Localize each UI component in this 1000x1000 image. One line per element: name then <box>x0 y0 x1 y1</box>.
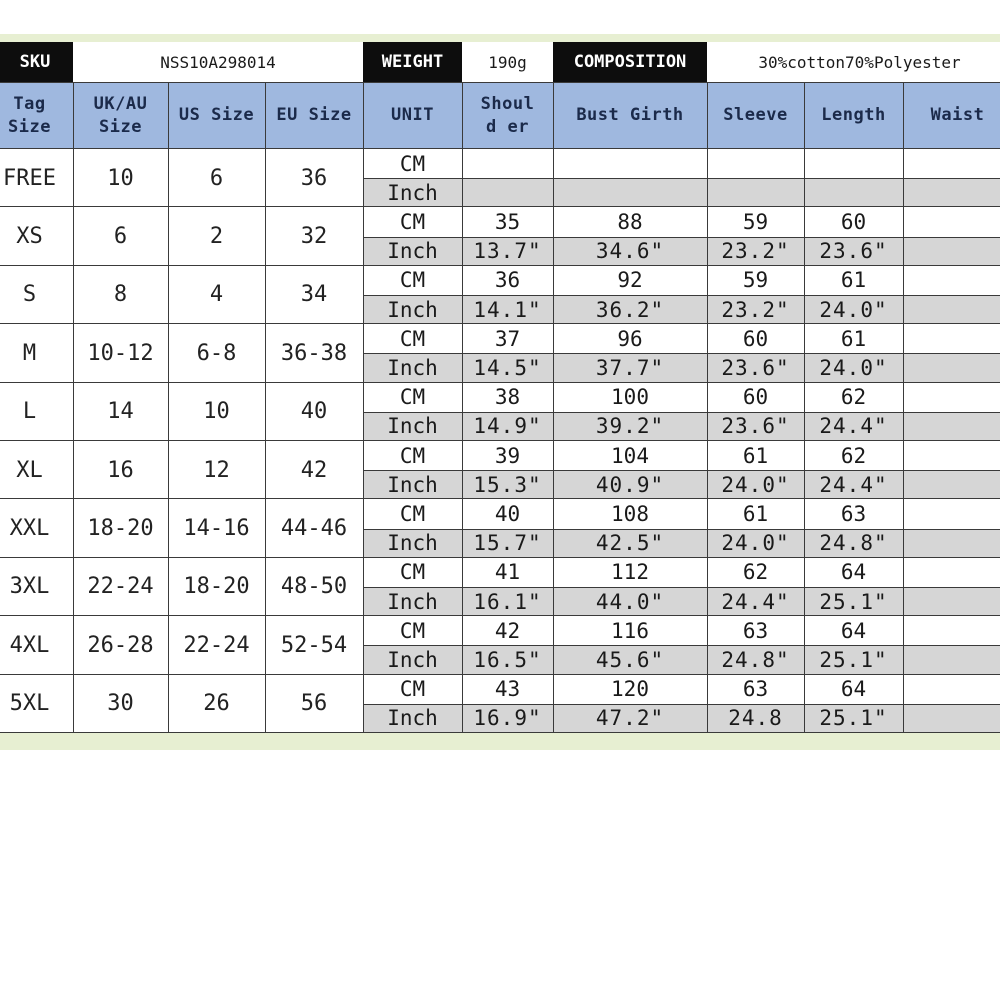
length-cm-cell: 62 <box>804 383 903 412</box>
eu-size-cell: 32 <box>265 207 363 265</box>
length-cm-cell: 62 <box>804 441 903 470</box>
bust-cm-cell: 112 <box>553 558 707 587</box>
row-divider <box>0 206 1000 207</box>
uk-au-size-cell: 26-28 <box>73 616 168 674</box>
shoulder-cm-cell: 38 <box>462 383 553 412</box>
bust-cm-cell: 92 <box>553 266 707 295</box>
sleeve-cm-cell: 61 <box>707 499 804 528</box>
header-sleeve: Sleeve <box>707 83 804 148</box>
unit-divider <box>363 412 1000 413</box>
waist-inch-cell <box>903 178 1000 207</box>
unit-cm-cell: CM <box>363 499 462 528</box>
row-divider <box>0 615 1000 616</box>
tag-size-cell: L <box>0 383 73 441</box>
shoulder-cm-cell: 43 <box>462 675 553 704</box>
us-size-cell: 22-24 <box>168 616 265 674</box>
sleeve-inch-cell: 24.8" <box>707 645 804 674</box>
sleeve-inch-cell: 24.0" <box>707 470 804 499</box>
waist-cm-cell <box>903 675 1000 704</box>
shoulder-inch-cell: 15.7" <box>462 529 553 558</box>
unit-inch-cell: Inch <box>363 470 462 499</box>
row-divider <box>0 440 1000 441</box>
sku-value: NSS10A298014 <box>73 42 363 82</box>
uk-au-size-cell: 6 <box>73 207 168 265</box>
unit-divider <box>363 587 1000 588</box>
bust-cm-cell: 96 <box>553 324 707 353</box>
column-divider <box>168 83 169 733</box>
tag-size-cell: 4XL <box>0 616 73 674</box>
header-ukau: UK/AU Size <box>73 83 168 148</box>
length-inch-cell: 25.1" <box>804 587 903 616</box>
waist-cm-cell <box>903 149 1000 178</box>
shoulder-cm-cell: 36 <box>462 266 553 295</box>
length-cm-cell: 64 <box>804 558 903 587</box>
column-divider <box>462 83 463 733</box>
tag-size-cell: XL <box>0 441 73 499</box>
bust-cm-cell: 104 <box>553 441 707 470</box>
bust-inch-cell: 42.5" <box>553 529 707 558</box>
eu-size-cell: 34 <box>265 266 363 324</box>
column-divider <box>73 83 74 733</box>
sleeve-cm-cell: 63 <box>707 616 804 645</box>
unit-divider <box>363 178 1000 179</box>
bust-cm-cell <box>553 149 707 178</box>
waist-cm-cell <box>903 207 1000 236</box>
unit-inch-cell: Inch <box>363 645 462 674</box>
header-bust: Bust Girth <box>553 83 707 148</box>
sku-label: SKU <box>0 42 73 82</box>
unit-divider <box>363 529 1000 530</box>
header-length: Length <box>804 83 903 148</box>
weight-label: WEIGHT <box>363 42 462 82</box>
sleeve-inch-cell <box>707 178 804 207</box>
unit-cm-cell: CM <box>363 324 462 353</box>
length-cm-cell: 63 <box>804 499 903 528</box>
shoulder-cm-cell: 35 <box>462 207 553 236</box>
unit-cm-cell: CM <box>363 558 462 587</box>
unit-inch-cell: Inch <box>363 237 462 266</box>
unit-cm-cell: CM <box>363 266 462 295</box>
us-size-cell: 18-20 <box>168 558 265 616</box>
composition-value: 30%cotton70%Polyester <box>707 42 1000 82</box>
shoulder-cm-cell <box>462 149 553 178</box>
waist-inch-cell <box>903 645 1000 674</box>
sleeve-cm-cell: 61 <box>707 441 804 470</box>
bust-inch-cell <box>553 178 707 207</box>
eu-size-cell: 56 <box>265 675 363 733</box>
waist-inch-cell <box>903 529 1000 558</box>
unit-inch-cell: Inch <box>363 704 462 733</box>
tag-size-cell: 5XL <box>0 675 73 733</box>
unit-inch-cell: Inch <box>363 412 462 441</box>
column-divider <box>265 83 266 733</box>
us-size-cell: 12 <box>168 441 265 499</box>
waist-inch-cell <box>903 587 1000 616</box>
us-size-cell: 6-8 <box>168 324 265 382</box>
unit-divider <box>363 353 1000 354</box>
unit-divider <box>363 295 1000 296</box>
bust-cm-cell: 108 <box>553 499 707 528</box>
shoulder-cm-cell: 39 <box>462 441 553 470</box>
shoulder-inch-cell: 16.5" <box>462 645 553 674</box>
eu-size-cell: 48-50 <box>265 558 363 616</box>
uk-au-size-cell: 30 <box>73 675 168 733</box>
tag-size-cell: S <box>0 266 73 324</box>
unit-cm-cell: CM <box>363 675 462 704</box>
header-shoulder: Should er <box>462 83 553 148</box>
unit-inch-cell: Inch <box>363 529 462 558</box>
waist-cm-cell <box>903 324 1000 353</box>
waist-cm-cell <box>903 558 1000 587</box>
shoulder-cm-cell: 37 <box>462 324 553 353</box>
length-cm-cell: 64 <box>804 616 903 645</box>
column-divider <box>903 83 904 733</box>
row-divider <box>0 382 1000 383</box>
shoulder-inch-cell: 13.7" <box>462 237 553 266</box>
bust-inch-cell: 45.6" <box>553 645 707 674</box>
row-divider <box>0 732 1000 733</box>
tag-size-cell: M <box>0 324 73 382</box>
eu-size-cell: 44-46 <box>265 499 363 557</box>
uk-au-size-cell: 22-24 <box>73 558 168 616</box>
eu-size-cell: 36-38 <box>265 324 363 382</box>
unit-cm-cell: CM <box>363 441 462 470</box>
us-size-cell: 6 <box>168 149 265 207</box>
sleeve-inch-cell: 23.2" <box>707 295 804 324</box>
header-bottom-line <box>0 148 1000 149</box>
sleeve-inch-cell: 24.8 <box>707 704 804 733</box>
row-divider <box>0 323 1000 324</box>
waist-cm-cell <box>903 499 1000 528</box>
uk-au-size-cell: 10 <box>73 149 168 207</box>
uk-au-size-cell: 8 <box>73 266 168 324</box>
eu-size-cell: 42 <box>265 441 363 499</box>
row-divider <box>0 498 1000 499</box>
shoulder-inch-cell <box>462 178 553 207</box>
length-inch-cell: 24.4" <box>804 470 903 499</box>
row-divider <box>0 674 1000 675</box>
unit-cm-cell: CM <box>363 149 462 178</box>
weight-value: 190g <box>462 42 553 82</box>
shoulder-inch-cell: 14.5" <box>462 353 553 382</box>
eu-size-cell: 40 <box>265 383 363 441</box>
us-size-cell: 4 <box>168 266 265 324</box>
eu-size-cell: 36 <box>265 149 363 207</box>
waist-inch-cell <box>903 470 1000 499</box>
waist-cm-cell <box>903 441 1000 470</box>
sleeve-cm-cell: 62 <box>707 558 804 587</box>
bust-inch-cell: 39.2" <box>553 412 707 441</box>
waist-inch-cell <box>903 295 1000 324</box>
tag-size-cell: FREE <box>0 149 73 207</box>
length-cm-cell <box>804 149 903 178</box>
tag-size-cell: XXL <box>0 499 73 557</box>
sleeve-cm-cell <box>707 149 804 178</box>
bust-cm-cell: 120 <box>553 675 707 704</box>
row-divider <box>0 557 1000 558</box>
unit-cm-cell: CM <box>363 383 462 412</box>
shoulder-cm-cell: 40 <box>462 499 553 528</box>
length-inch-cell: 24.4" <box>804 412 903 441</box>
waist-inch-cell <box>903 237 1000 266</box>
row-divider <box>0 265 1000 266</box>
shoulder-cm-cell: 42 <box>462 616 553 645</box>
sleeve-inch-cell: 23.6" <box>707 412 804 441</box>
bust-cm-cell: 116 <box>553 616 707 645</box>
uk-au-size-cell: 10-12 <box>73 324 168 382</box>
header-tag: Tag Size <box>0 83 73 148</box>
shoulder-inch-cell: 14.9" <box>462 412 553 441</box>
waist-cm-cell <box>903 266 1000 295</box>
shoulder-inch-cell: 14.1" <box>462 295 553 324</box>
length-inch-cell: 25.1" <box>804 704 903 733</box>
sleeve-cm-cell: 60 <box>707 324 804 353</box>
sleeve-cm-cell: 59 <box>707 266 804 295</box>
uk-au-size-cell: 16 <box>73 441 168 499</box>
length-cm-cell: 64 <box>804 675 903 704</box>
unit-divider <box>363 704 1000 705</box>
unit-divider <box>363 470 1000 471</box>
tag-size-cell: XS <box>0 207 73 265</box>
bust-cm-cell: 88 <box>553 207 707 236</box>
length-cm-cell: 61 <box>804 324 903 353</box>
sleeve-cm-cell: 59 <box>707 207 804 236</box>
length-inch-cell: 25.1" <box>804 645 903 674</box>
sleeve-inch-cell: 23.6" <box>707 353 804 382</box>
bust-inch-cell: 47.2" <box>553 704 707 733</box>
unit-divider <box>363 237 1000 238</box>
length-cm-cell: 60 <box>804 207 903 236</box>
bust-inch-cell: 37.7" <box>553 353 707 382</box>
length-inch-cell: 24.8" <box>804 529 903 558</box>
waist-inch-cell <box>903 353 1000 382</box>
shoulder-inch-cell: 16.1" <box>462 587 553 616</box>
us-size-cell: 26 <box>168 675 265 733</box>
bust-inch-cell: 44.0" <box>553 587 707 616</box>
bust-inch-cell: 34.6" <box>553 237 707 266</box>
waist-cm-cell <box>903 383 1000 412</box>
composition-label: COMPOSITION <box>553 42 707 82</box>
shoulder-inch-cell: 15.3" <box>462 470 553 499</box>
column-divider <box>553 83 554 733</box>
column-divider <box>804 83 805 733</box>
unit-inch-cell: Inch <box>363 587 462 616</box>
bust-inch-cell: 40.9" <box>553 470 707 499</box>
us-size-cell: 2 <box>168 207 265 265</box>
unit-cm-cell: CM <box>363 207 462 236</box>
eu-size-cell: 52-54 <box>265 616 363 674</box>
us-size-cell: 14-16 <box>168 499 265 557</box>
header-waist: Waist <box>903 83 1000 148</box>
column-divider <box>707 83 708 733</box>
unit-cm-cell: CM <box>363 616 462 645</box>
header-eu: EU Size <box>265 83 363 148</box>
header-us: US Size <box>168 83 265 148</box>
sleeve-inch-cell: 24.4" <box>707 587 804 616</box>
shoulder-cm-cell: 41 <box>462 558 553 587</box>
bust-inch-cell: 36.2" <box>553 295 707 324</box>
sleeve-inch-cell: 24.0" <box>707 529 804 558</box>
sleeve-cm-cell: 60 <box>707 383 804 412</box>
length-inch-cell: 24.0" <box>804 295 903 324</box>
unit-inch-cell: Inch <box>363 178 462 207</box>
length-inch-cell: 23.6" <box>804 237 903 266</box>
waist-cm-cell <box>903 616 1000 645</box>
sleeve-inch-cell: 23.2" <box>707 237 804 266</box>
sleeve-cm-cell: 63 <box>707 675 804 704</box>
unit-divider <box>363 645 1000 646</box>
shoulder-inch-cell: 16.9" <box>462 704 553 733</box>
column-divider <box>363 83 364 733</box>
length-inch-cell <box>804 178 903 207</box>
length-cm-cell: 61 <box>804 266 903 295</box>
uk-au-size-cell: 18-20 <box>73 499 168 557</box>
uk-au-size-cell: 14 <box>73 383 168 441</box>
waist-inch-cell <box>903 412 1000 441</box>
us-size-cell: 10 <box>168 383 265 441</box>
tag-size-cell: 3XL <box>0 558 73 616</box>
length-inch-cell: 24.0" <box>804 353 903 382</box>
unit-inch-cell: Inch <box>363 295 462 324</box>
unit-inch-cell: Inch <box>363 353 462 382</box>
header-top-line <box>0 82 1000 83</box>
waist-inch-cell <box>903 704 1000 733</box>
header-unit: UNIT <box>363 83 462 148</box>
size-chart-frame <box>0 34 1000 750</box>
bust-cm-cell: 100 <box>553 383 707 412</box>
